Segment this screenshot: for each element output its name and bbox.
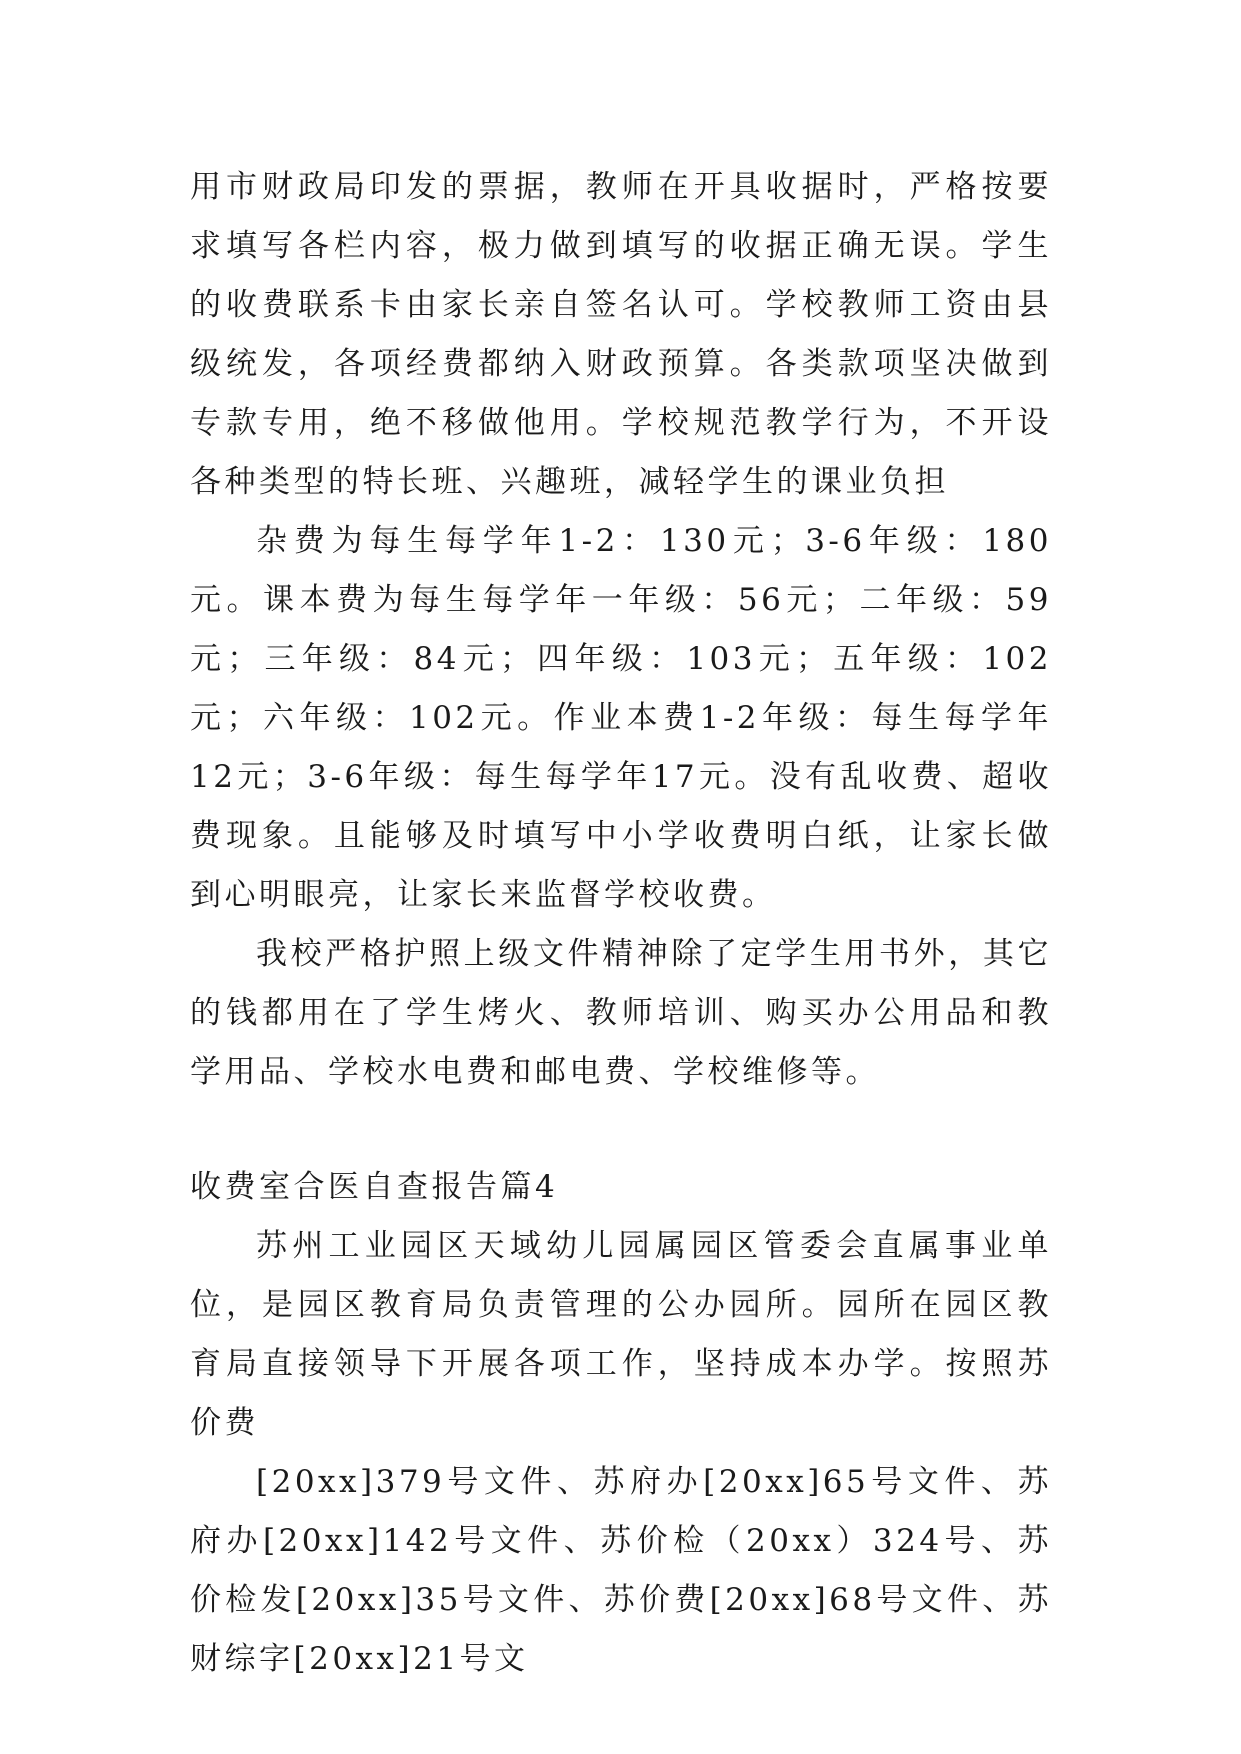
document-page: [190, 158, 1052, 1689]
paragraph-kindergarten-intro: 苏州工业园区天域幼儿园属园区管委会直属事业单位，是园区教育局负责管理的公办园所。园所在园区教育局直接领导下开展各项工作，坚持成本办学。按照苏价费: [190, 1228, 1052, 1441]
section-spacer: [190, 1102, 1052, 1158]
section-heading: 收费室合医自查报告篇4: [190, 1169, 559, 1205]
paragraph-document-references: [20xx]379号文件、苏府办[20xx]65号文件、苏府办[20xx]142号文件、苏价检（20xx）324号、苏价检发[20xx]35号文件、苏价费[20xx]68号文件、苏财综字[20xx]21号文: [190, 1464, 1052, 1677]
paragraph-fund-usage: 我校严格护照上级文件精神除了定学生用书外，其它的钱都用在了学生烤火、教师培训、购买办公用品和教学用品、学校水电费和邮电费、学校维修等。: [190, 936, 1052, 1090]
paragraph-fee-amounts: 杂费为每生每学年1-2：130元；3-6年级：180元。课本费为每生每学年一年级：56元；二年级：59元；三年级：84元；四年级：103元；五年级：102元；六年级：102元。作业本费1-2年级：每生每学年12元；3-6年级：每生每学年17元。没有乱收费、超收费现象。且能够及时填写中小学收费明白纸，让家长做到心明眼亮，让家长来监督学校收费。: [190, 523, 1052, 913]
paragraph-school-fees-policy: 用市财政局印发的票据，教师在开具收据时，严格按要求填写各栏内容，极力做到填写的收据正确无误。学生的收费联系卡由家长亲自签名认可。学校教师工资由县级统发，各项经费都纳入财政预算。各类款项坚决做到专款专用，绝不移做他用。学校规范教学行为，不开设各种类型的特长班、兴趣班，减轻学生的课业负担: [190, 169, 1052, 500]
